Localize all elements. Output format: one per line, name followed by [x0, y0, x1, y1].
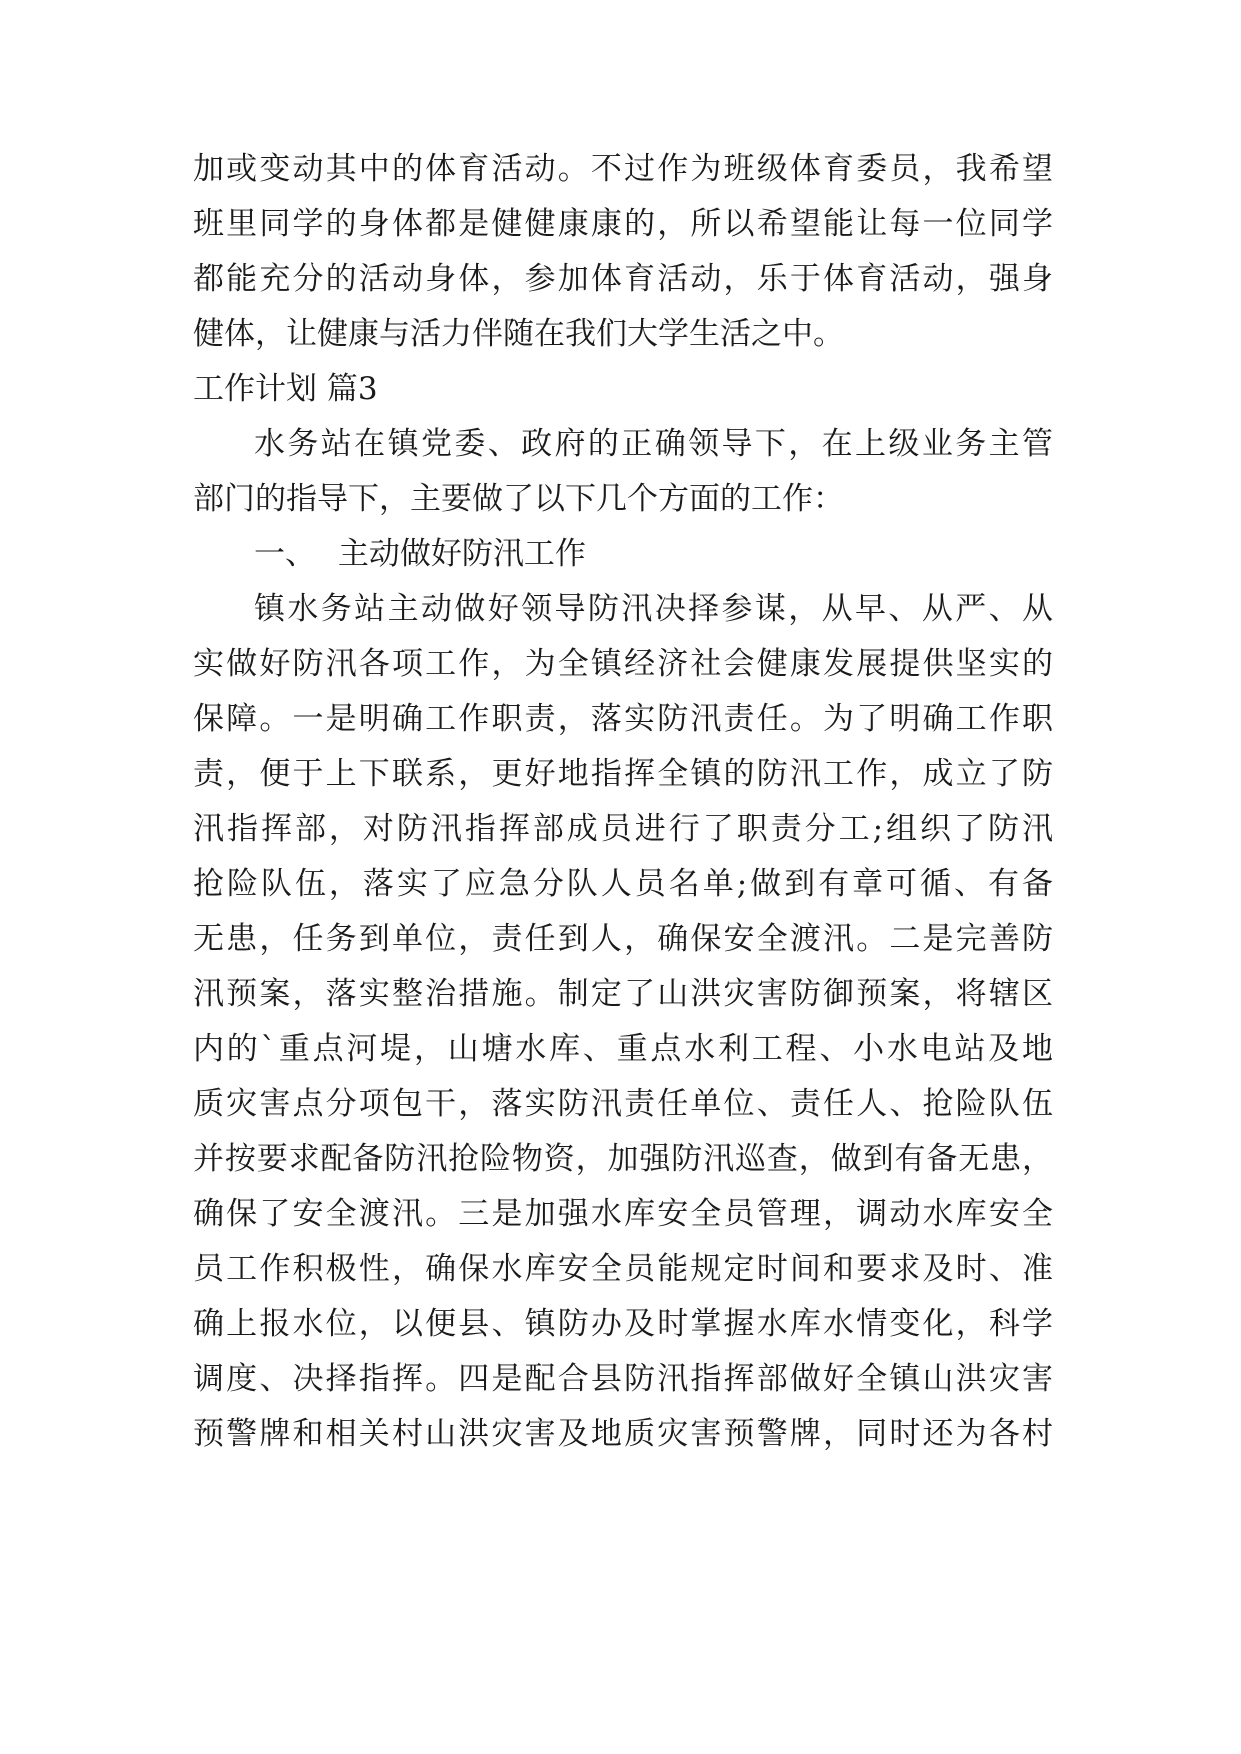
paragraph-line: 调度、决择指挥。四是配合县防汛指挥部做好全镇山洪灾害	[193, 1361, 1053, 1397]
paragraph-line: 实做好防汛各项工作，为全镇经济社会健康发展提供坚实的	[193, 646, 1053, 682]
paragraph-line: 班里同学的身体都是健健康康的，所以希望能让每一位同学	[193, 206, 1053, 242]
paragraph-line: 无患，任务到单位，责任到人，确保安全渡汛。二是完善防	[193, 921, 1053, 957]
paragraph-line: 确上报水位，以便县、镇防办及时掌握水库水情变化，科学	[193, 1306, 1053, 1342]
paragraph-line: 确保了安全渡汛。三是加强水库安全员管理，调动水库安全	[193, 1196, 1053, 1232]
paragraph-line: 员工作积极性，确保水库安全员能规定时间和要求及时、准	[193, 1251, 1053, 1287]
paragraph-line: 健体，让健康与活力伴随在我们大学生活之中。	[193, 316, 844, 352]
paragraph-line: 并按要求配备防汛抢险物资，加强防汛巡查，做到有备无患，	[193, 1141, 1053, 1177]
paragraph-line: 保障。一是明确工作职责，落实防汛责任。为了明确工作职	[193, 701, 1053, 737]
paragraph-line: 都能充分的活动身体，参加体育活动，乐于体育活动，强身	[193, 261, 1053, 297]
paragraph-line: 汛指挥部，对防汛指挥部成员进行了职责分工;组织了防汛	[193, 811, 1053, 847]
paragraph-line: 内的`重点河堤，山塘水库、重点水利工程、小水电站及地	[193, 1031, 1053, 1067]
paragraph-line: 镇水务站主动做好领导防汛决择参谋，从早、从严、从	[254, 591, 1053, 627]
paragraph-line: 预警牌和相关村山洪灾害及地质灾害预警牌，同时还为各村	[193, 1416, 1053, 1452]
paragraph-line: 责，便于上下联系，更好地指挥全镇的防汛工作，成立了防	[193, 756, 1053, 792]
section-title: 工作计划 篇3	[193, 371, 378, 407]
paragraph-line: 质灾害点分项包干，落实防汛责任单位、责任人、抢险队伍	[193, 1086, 1053, 1122]
paragraph-line: 水务站在镇党委、政府的正确领导下，在上级业务主管	[254, 426, 1053, 462]
paragraph-line: 部门的指导下，主要做了以下几个方面的工作：	[193, 481, 844, 517]
paragraph-line: 汛预案，落实整治措施。制定了山洪灾害防御预案，将辖区	[193, 976, 1053, 1012]
paragraph-line: 加或变动其中的体育活动。不过作为班级体育委员，我希望	[193, 151, 1053, 187]
subsection-heading: 一、 主动做好防汛工作	[254, 536, 586, 572]
paragraph-line: 抢险队伍，落实了应急分队人员名单;做到有章可循、有备	[193, 866, 1053, 902]
